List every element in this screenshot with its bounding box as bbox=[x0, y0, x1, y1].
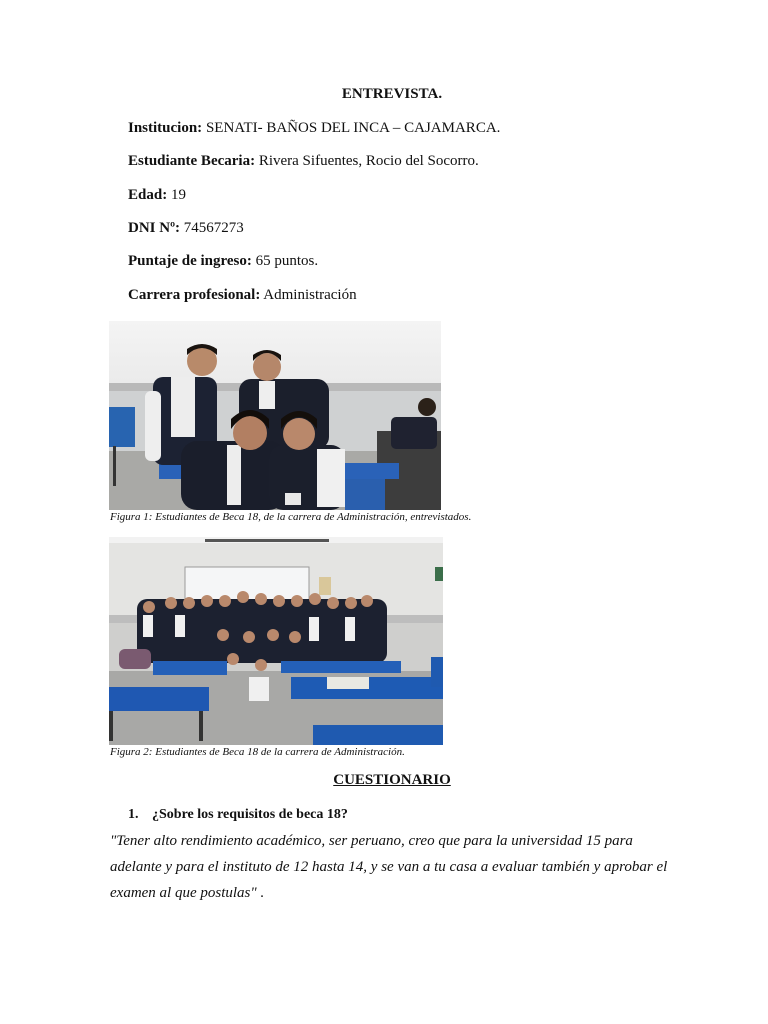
field-value: 19 bbox=[170, 187, 186, 203]
question-number: 1. bbox=[128, 807, 139, 822]
section-title-cuestionario: CUESTIONARIO bbox=[333, 772, 451, 788]
figure-1-photo bbox=[109, 321, 441, 510]
question-1 bbox=[128, 807, 348, 823]
field-edad bbox=[128, 187, 186, 204]
field-value: Rivera Sifuentes, Rocio del Socorro. bbox=[258, 153, 479, 169]
field-label: Institucion: bbox=[128, 120, 203, 136]
field-label: Puntaje de ingreso: bbox=[128, 253, 252, 269]
students-group-photo-1 bbox=[109, 321, 441, 510]
field-value: SENATI- BAÑOS DEL INCA – CAJAMARCA. bbox=[205, 120, 501, 136]
figure-2-caption: Figura 2: Estudiantes de Beca 18 de la carrera de Administración. bbox=[110, 746, 405, 758]
answer-1: "Tener alto rendimiento académico, ser peruano, creo que para la universidad 15 para adelante y para el instituto de 12 hasta 14, y se van a tu casa a evaluar también y aprobar el examen al que postulas" . bbox=[110, 833, 668, 901]
question-text: ¿Sobre los requisitos de beca 18? bbox=[152, 807, 348, 822]
field-label: Carrera profesional: bbox=[128, 287, 261, 303]
document-title: ENTREVISTA. bbox=[341, 86, 443, 102]
field-label: Edad: bbox=[128, 187, 168, 203]
field-dni bbox=[128, 220, 244, 237]
field-puntaje bbox=[128, 253, 318, 270]
field-label: Estudiante Becaria: bbox=[128, 153, 256, 169]
students-group-photo-2 bbox=[109, 537, 443, 745]
field-estudiante bbox=[128, 153, 479, 170]
field-institucion bbox=[128, 120, 500, 137]
field-value: 65 puntos. bbox=[255, 253, 319, 269]
field-value: Administración bbox=[263, 287, 357, 303]
field-value: 74567273 bbox=[183, 220, 244, 236]
field-carrera bbox=[128, 287, 357, 304]
field-label: DNI Nº: bbox=[128, 220, 181, 236]
figure-1-caption: Figura 1: Estudiantes de Beca 18, de la carrera de Administración, entrevistados. bbox=[110, 511, 472, 523]
figure-2-photo bbox=[109, 537, 443, 745]
